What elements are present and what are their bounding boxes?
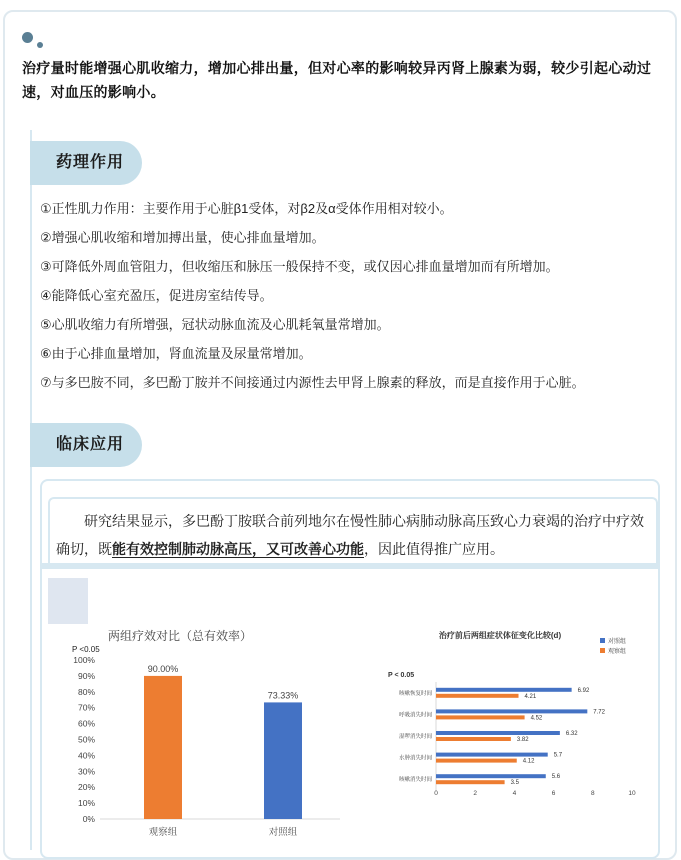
y-tick-label: 80% (77, 686, 95, 697)
category-label: 咳嗽消失时间 (398, 777, 432, 784)
bar-value-label: 4.12 (522, 758, 535, 765)
x-tick-label: 4 (512, 790, 517, 797)
y-tick-label: 30% (77, 766, 95, 777)
bar-value-label: 6.92 (577, 687, 590, 694)
bar-value-label: 5.7 (553, 752, 563, 759)
efficacy-chart (60, 620, 350, 843)
bar-1-1 (436, 715, 525, 719)
y-tick-label: 70% (77, 702, 95, 713)
bar-value-label: 4.52 (530, 715, 543, 722)
clinical-paragraph (56, 507, 656, 563)
y-tick-label: 100% (73, 655, 95, 665)
section-tag-pharmacology: 药理作用 (30, 141, 142, 185)
x-tick-label: 0 (434, 790, 438, 797)
pharmacology-item: ①正性肌力作用：主要作用于心脏β1受体，对β2及α受体作用相对较小。 (40, 201, 453, 216)
x-tick-label: 对照组 (268, 827, 298, 838)
y-tick-label: 60% (77, 718, 95, 729)
legend-swatch (600, 648, 605, 653)
symptom-chart (380, 620, 655, 810)
section-guide-line (30, 130, 32, 850)
chart-significance: P <0.05 (72, 645, 100, 654)
decor-dot-icon (22, 32, 33, 43)
bar-1-0 (436, 694, 519, 698)
bar-0 (144, 676, 182, 819)
bar-0-3 (436, 753, 548, 757)
chart-title: 治疗前后两组症状体征变化比较(d) (438, 631, 562, 640)
y-tick-label: 10% (77, 798, 95, 809)
decorative-block (48, 578, 88, 624)
section-tag-clinical: 临床应用 (30, 423, 142, 467)
intro-paragraph: 治疗量时能增强心肌收缩力，增加心排出量，但对心率的影响较异丙肾上腺素为弱，较少引起心动过速，对血压的影响小。 (22, 60, 652, 100)
y-tick-label: 90% (77, 670, 95, 681)
bar-0-0 (436, 688, 572, 692)
legend-label: 观察组 (608, 649, 627, 655)
chart-title: 两组疗效对比（总有效率） (107, 629, 253, 643)
category-label: 水肿消失时间 (398, 755, 432, 762)
pharmacology-item: ⑥由于心排血量增加，肾血流量及尿量常增加。 (40, 346, 312, 361)
clinical-text-part2: ，因此值得推广应用。 (364, 541, 504, 557)
bar-0-1 (436, 709, 587, 713)
bar-1 (264, 702, 302, 819)
legend-swatch (600, 638, 605, 643)
category-label: 呼吸消失时间 (398, 712, 432, 719)
y-tick-label: 20% (77, 782, 95, 793)
bar-0-2 (436, 731, 560, 735)
bar-value-label: 3.82 (516, 737, 529, 743)
legend-label: 对照组 (608, 639, 627, 645)
y-tick-label: 0% (82, 814, 95, 824)
pharmacology-item: ⑤心肌收缩力有所增强，冠状动脉血流及心肌耗氧量常增加。 (40, 317, 390, 332)
bar-value-label: 7.72 (593, 709, 605, 716)
bar-1-3 (436, 759, 517, 763)
x-tick-label: 观察组 (148, 827, 178, 838)
bar-value-label: 90.00% (147, 663, 179, 674)
pharmacology-item: ④能降低心室充盈压，促进房室结传导。 (40, 288, 273, 303)
x-tick-label: 2 (473, 790, 478, 797)
bar-value-label: 3.5 (510, 780, 519, 787)
chart-significance: P < 0.05 (388, 672, 415, 679)
category-label: 湿啰消失时间 (398, 734, 432, 740)
x-tick-label: 6 (551, 790, 556, 797)
bar-value-label: 6.32 (565, 731, 578, 737)
x-tick-label: 10 (628, 790, 636, 797)
clinical-text-bold: 能有效控制肺动脉高压，又可改善心功能 (112, 541, 364, 557)
y-tick-label: 40% (77, 750, 95, 761)
clinical-text-part1: 研究结果显示，多巴酚丁胺联合前列地尔在慢性肺心病肺动脉高压致心力衰竭的治疗中疗效确切，既 (56, 513, 644, 557)
bar-value-label: 73.33% (267, 690, 299, 701)
bar-1-4 (436, 780, 505, 784)
bar-value-label: 4.21 (524, 693, 537, 700)
clinical-divider-strip (40, 563, 658, 569)
y-tick-label: 50% (77, 734, 95, 745)
pharmacology-item: ⑦与多巴胺不同，多巴酚丁胺并不间接通过内源性去甲肾上腺素的释放，而是直接作用于心脏。 (40, 375, 585, 390)
category-label: 咳嗽恢复时间 (398, 690, 432, 697)
bar-value-label: 5.6 (551, 774, 561, 781)
decor-dot-small-icon (37, 42, 43, 48)
pharmacology-item: ③可降低外周血管阻力，但收缩压和脉压一般保持不变，或仅因心排血量增加而有所增加。 (40, 259, 559, 274)
pharmacology-item: ②增强心肌收缩和增加搏出量，使心排血量增加。 (40, 230, 325, 245)
x-tick-label: 8 (590, 790, 595, 797)
bar-0-4 (436, 774, 546, 778)
bar-1-2 (436, 737, 511, 741)
